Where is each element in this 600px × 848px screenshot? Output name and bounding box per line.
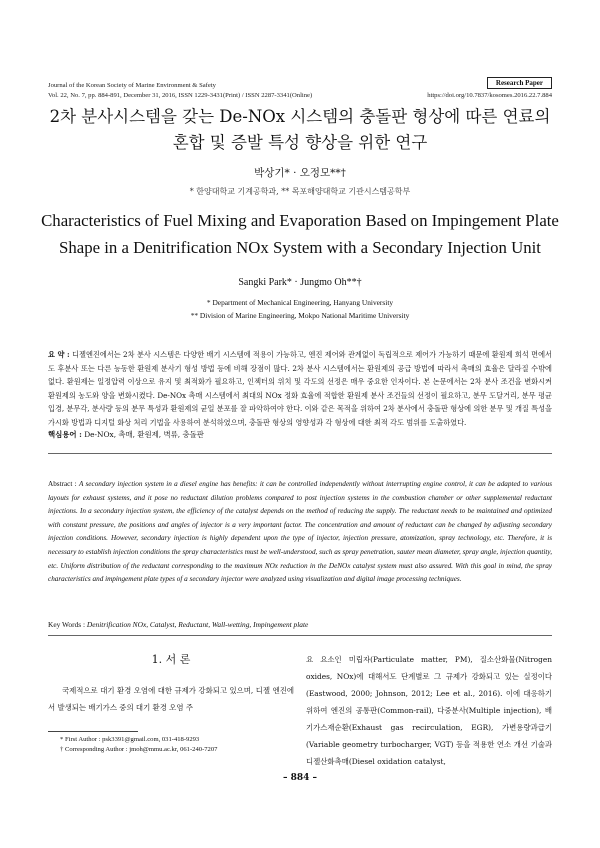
keywords-english	[48, 618, 552, 632]
footnote-first-author: * First Author : psk3391@gmail.com, 031-418-9293	[60, 736, 200, 743]
authors-english: Sangki Park* · Jungmo Oh**†	[238, 277, 362, 288]
introduction-paragraph-left: 국제적으로 대기 환경 오염에 대한 규제가 강화되고 있으며, 디젤 엔진에서 발생되는 배기가스 중의 대기 환경 오염 주	[48, 686, 294, 712]
abstract-english-label: Abstract :	[48, 480, 77, 488]
footnote-corresponding-author: † Corresponding Author : jmoh@mmu.ac.kr, 061-240-7207	[60, 746, 218, 753]
doi-link[interactable]: https://doi.org/10.7837/kosomes.2016.22.7.884	[427, 92, 552, 99]
keywords-korean	[48, 428, 552, 442]
keywords-english-label: Key Words :	[48, 620, 86, 629]
introduction-paragraph-right: 요 요소인 미립자(Particulate matter, PM), 질소산화물(Nitrogen oxides, NOx)에 대해서도 단계별로 그 규제가 강화되고 있는 실정이다(Eastwood, 2000; Johnson, 2012; Lee et al., 2016). 이에 대응하기 위하여 엔진의 공통판(Common-rail), 다중분사(Multiple injection), 배기가스재순환(Exhaust gas recirculation, EGR), 가변용량과급기(Variable geometry turbocharger, VGT) 등을 적용한 연소 개선 기술과 디젤산화촉매(Diesel oxidation catalyst,	[306, 655, 552, 766]
divider	[48, 635, 552, 636]
footnote-divider	[48, 731, 138, 732]
divider	[48, 453, 552, 454]
title-korean-line-1: 2차 분사시스템을 갖는 De-NOx 시스템의 충돌판 형상에 따른 연료의	[49, 107, 551, 126]
title-english-line-2: Shape in a Denitrification NOx System with a Secondary Injection Unit	[59, 238, 541, 257]
abstract-english	[48, 478, 552, 587]
keywords-korean-text: De-NOx, 촉매, 환원제, 벽류, 충돌판	[84, 430, 204, 439]
abstract-korean-text: 디젤엔진에서는 2차 분사 시스템은 다양한 배기 시스템에 적용이 가능하고, 엔진 제어와 관계없이 독립적으로 제어가 가능하기 때문에 환원제 희석 면에서도 후분사 또는 다른 능동한 환원제 분사기 형성 방법 등에 비해 장점이 많다. 2차 분사 시스템에서는 환원제의 공급 방법에 따라서 촉매의 효율은 달라질 수밖에 없다. 환원제는 일정압력 이상으로 유지 및 최적화가 필요하고, 인젝터의 위치 및 각도의 선정은 매우 중요한 인자이다. 본 논문에서는 2차 분사 조건을 변화시켜 환원제의 농도와 양을 변화시켰다. De-NOx 촉매 시스템에서 최대의 NOx 정화 효율에 적합한 환원제 분사 조건들의 선정이 필요하고, 분무 도달거리, 분무 평균 입경, 분무각, 분사량 등의 분무 특성과 환원제의 균일 분포를 잘 파악하여야 한다. 이와 같은 목적을 위하여 2차 분사에서 충돌판 형상에 의한 분무 및 개질 특성을 가시화 방법과 디지털 화상 처리 기법을 사용하여 분석하였으며, 충돌판 형상의 영향성과 각 형상에 대한 최적 각도 범위를 도출하였다.	[48, 350, 553, 427]
affiliation-english-2: ** Division of Marine Engineering, Mokpo National Maritime University	[190, 311, 410, 320]
title-english-line-1: Characteristics of Fuel Mixing and Evaporation Based on Impingement Plate	[41, 211, 559, 230]
abstract-english-text: A secondary injection system in a diesel engine has benefits: it can be controlled independently without interrupting engine control, it can be adapted to various layouts for exhaust systems, and it pose no reductant dilution problems compared to post injection systems in the combustion chamber or other supplemental reductant injections. In a secondary injection system, the efficiency of the catalyst depends on the method of reducing the supply. The reductant needs to be maintained and optimized with constant pressure, the positions and angles of injector is a very important factor. The concentration and amount of reductant can be changed by adjusting secondary injection conditions. However, secondary injection is highly dependent upon the type of injector, injection pressure, atomization, spray technology, etc. Therefore, it is necessary to establish injection conditions the spray characteristics must be well-understood, such as spray penetration, sauter mean diameter, spray angle, injection quantity, etc. Uniform distribution of the reductant corresponding to the maximum NOx reduction in the DeNOx catalyst system must also assured. With this goal in mind, the spray characteristics and impingement plate types of a secondary injector were analyzed using visualization and digital image processing techniques.	[48, 480, 552, 584]
journal-name: Journal of the Korean Society of Marine Environment & Safety	[48, 82, 216, 89]
volume-info: Vol. 22, No. 7, pp. 884-891, December 31, 2016, ISSN 1229-3431(Print) / ISSN 2287-3341(Online)	[48, 92, 313, 99]
title-korean-line-2: 혼합 및 증발 특성 향상을 위한 연구	[172, 133, 428, 152]
section-heading-introduction: 1. 서 론	[151, 653, 191, 666]
research-paper-badge: Research Paper	[487, 77, 552, 89]
authors-korean: 박상기* · 오정모**†	[254, 167, 346, 179]
abstract-korean-label: 요 약 :	[48, 350, 70, 359]
abstract-korean	[48, 348, 552, 430]
keywords-english-text: Denitrification NOx, Catalyst, Reductant, Wall-wetting, Impingement plate	[86, 620, 309, 629]
affiliation-english-1: * Department of Mechanical Engineering, Hanyang University	[206, 298, 394, 307]
affiliation-korean: * 한양대학교 기계공학과, ** 목포해양대학교 기관시스템공학부	[189, 187, 411, 196]
page-number: – 884 –	[282, 773, 318, 783]
keywords-korean-label: 핵심용어 :	[48, 430, 82, 439]
